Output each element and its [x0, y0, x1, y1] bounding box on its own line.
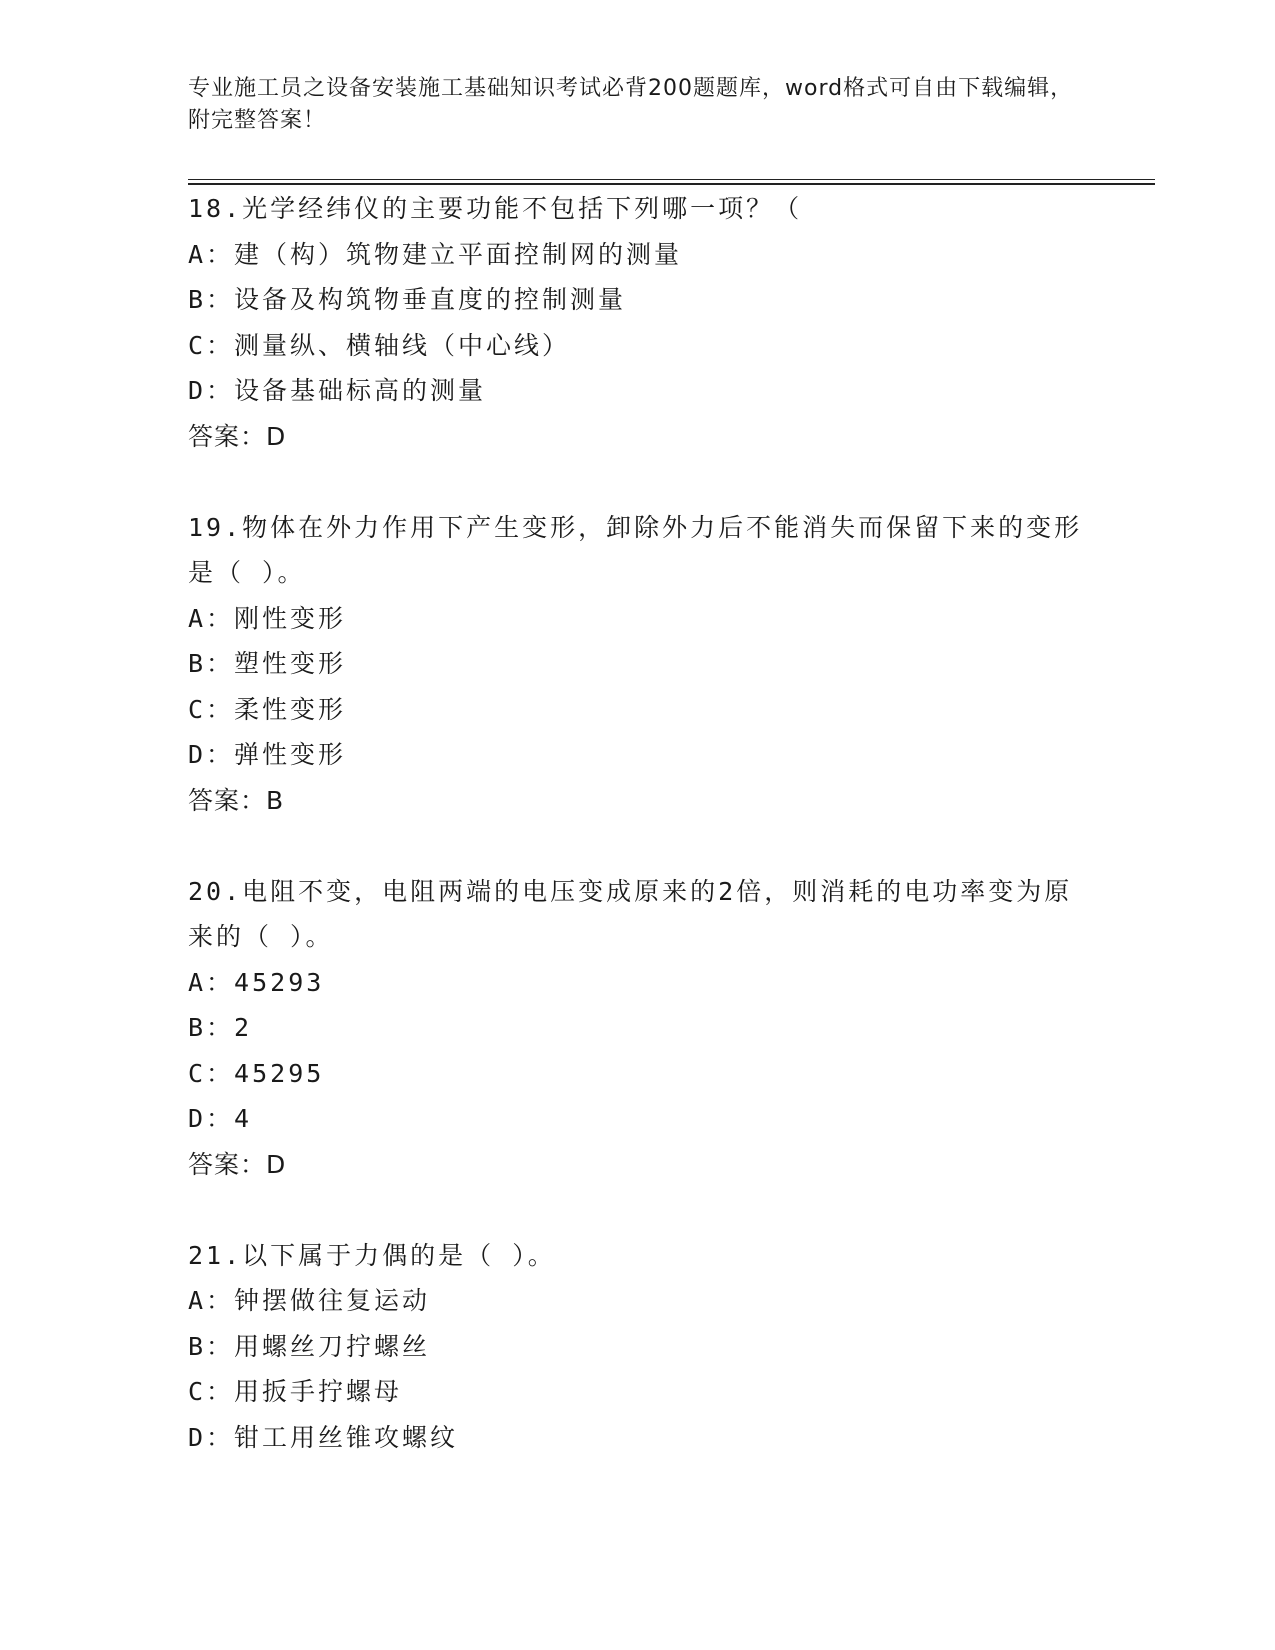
document-header: 专业施工员之设备安装施工基础知识考试必背200题题库，word格式可自由下载编辑，附完整答案！ — [188, 76, 1074, 133]
question-spacer — [188, 459, 1088, 505]
question-18 — [188, 186, 1088, 459]
question-spacer — [188, 1187, 1088, 1233]
question-21 — [188, 1233, 1088, 1461]
option-b: B：用螺丝刀拧螺丝 — [188, 1331, 431, 1361]
question-stem: 19.物体在外力作用下产生变形，卸除外力后不能消失而保留下来的变形是（ ）。 — [188, 512, 1083, 587]
option-d: D：弹性变形 — [188, 740, 347, 769]
option-a: A：建（构）筑物建立平面控制网的测量 — [188, 239, 683, 269]
answer-label: 答案：D — [188, 1149, 287, 1179]
header-divider-thick — [188, 183, 1155, 185]
option-a: A：钟摆做往复运动 — [188, 1286, 431, 1315]
option-b: B：塑性变形 — [188, 649, 347, 678]
option-c: C：柔性变形 — [188, 694, 347, 724]
option-a: A：45293 — [188, 967, 325, 997]
option-b: B：2 — [188, 1013, 253, 1042]
header-divider-thin — [188, 179, 1155, 180]
question-20 — [188, 869, 1088, 1188]
answer-label: 答案：D — [188, 421, 287, 451]
option-d: D：4 — [188, 1104, 253, 1133]
question-list — [188, 186, 1088, 1460]
question-spacer — [188, 823, 1088, 869]
question-stem: 18.光学经纬仪的主要功能不包括下列哪一项？（ — [188, 194, 803, 223]
option-d: D：设备基础标高的测量 — [188, 376, 487, 405]
question-stem: 21.以下属于力偶的是（ ）。 — [188, 1240, 556, 1270]
option-d: D：钳工用丝锥攻螺纹 — [188, 1422, 459, 1452]
option-b: B：设备及构筑物垂直度的控制测量 — [188, 285, 627, 314]
question-stem: 20.电阻不变，电阻两端的电压变成原来的2倍，则消耗的电功率变为原来的（ ）。 — [188, 876, 1073, 951]
option-c: C：测量纵、横轴线（中心线） — [188, 330, 571, 360]
question-19 — [188, 505, 1088, 824]
option-c: C：45295 — [188, 1058, 325, 1088]
option-a: A：刚性变形 — [188, 603, 347, 633]
answer-label: 答案：B — [188, 785, 285, 815]
option-c: C：用扳手拧螺母 — [188, 1377, 403, 1406]
